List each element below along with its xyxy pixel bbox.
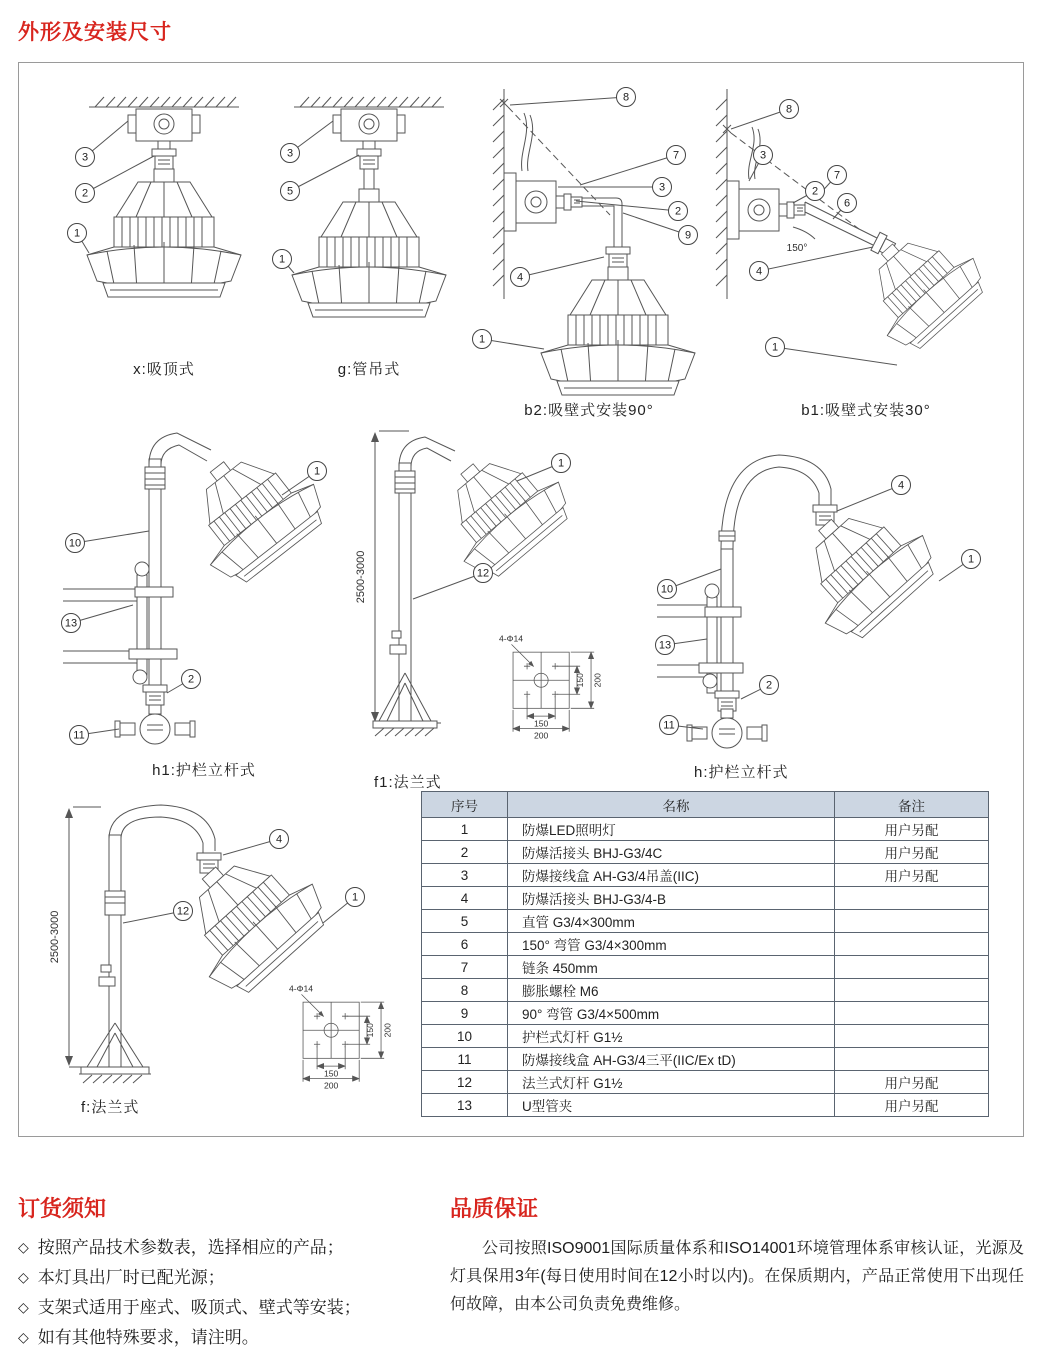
table-cell: 6	[422, 933, 508, 956]
table-cell: 用户另配	[835, 864, 989, 887]
table-cell: 链条 450mm	[508, 956, 835, 979]
ordering-item-text: 如有其他特殊要求，请注明。	[37, 1328, 259, 1347]
table-cell: 3	[422, 864, 508, 887]
diamond-bullet: ◇	[18, 1329, 29, 1345]
svg-text:2: 2	[765, 679, 773, 692]
svg-text:4: 4	[897, 479, 905, 492]
svg-text:6: 6	[843, 197, 851, 210]
angle-150-label: 150°	[786, 243, 808, 254]
table-cell	[835, 956, 989, 979]
table-cell	[835, 887, 989, 910]
table-cell	[835, 1002, 989, 1025]
drawing-b2-wall-mount-90	[464, 81, 714, 420]
svg-text:3: 3	[286, 147, 294, 160]
table-cell: 90° 弯管 G3/4×500mm	[508, 1002, 835, 1025]
ordering-title: 订货须知	[18, 1196, 107, 1221]
callout	[273, 250, 295, 274]
svg-text:1: 1	[771, 341, 779, 354]
svg-text:10: 10	[68, 537, 82, 550]
callout	[511, 257, 605, 287]
callout	[413, 564, 493, 600]
svg-text:10: 10	[660, 583, 674, 596]
callout	[68, 224, 90, 254]
diamond-bullet: ◇	[18, 1299, 29, 1315]
table-cell: 13	[422, 1094, 508, 1117]
drawing-h1-guardrail-pole	[49, 419, 359, 780]
table-row	[422, 864, 989, 887]
table-header-row	[422, 792, 989, 818]
callout	[223, 830, 289, 856]
svg-text:13: 13	[658, 639, 672, 652]
ordering-item-text: 支架式适用于座式、吸顶式、壁式等安装；	[37, 1298, 361, 1317]
svg-text:1: 1	[557, 457, 565, 470]
svg-text:11: 11	[73, 729, 85, 742]
svg-text:5: 5	[286, 185, 294, 198]
table-cell	[835, 1048, 989, 1071]
callout	[123, 902, 193, 924]
table-cell: 用户另配	[835, 1071, 989, 1094]
svg-text:8: 8	[785, 103, 793, 116]
drawing-h-canvas	[649, 419, 994, 758]
table-cell: 防爆活接头 BHJ-G3/4C	[508, 841, 835, 864]
table-cell: 用户另配	[835, 841, 989, 864]
table-cell: 150° 弯管 G3/4×300mm	[508, 933, 835, 956]
table-cell: 5	[422, 910, 508, 933]
svg-text:9: 9	[684, 229, 692, 242]
ordering-item-text: 本灯具出厂时已配光源；	[37, 1268, 225, 1287]
drawing-b1-canvas	[709, 81, 1023, 396]
drawing-g-pendant-mount	[264, 93, 474, 379]
table-cell: 12	[422, 1071, 508, 1094]
table-cell	[835, 910, 989, 933]
drawings-frame	[18, 62, 1024, 1137]
callout	[939, 550, 981, 582]
drawing-b1-caption: b1:吸壁式安装30°	[801, 402, 931, 419]
svg-text:7: 7	[833, 169, 841, 182]
col-header-name: 名称	[508, 792, 835, 818]
drawing-b2-canvas	[464, 81, 714, 396]
table-cell: 10	[422, 1025, 508, 1048]
table-row	[422, 1048, 989, 1071]
table-cell: 9	[422, 1002, 508, 1025]
drawing-h-guardrail-pole	[649, 419, 994, 782]
callout	[833, 194, 857, 220]
table-row	[422, 910, 989, 933]
table-cell: 4	[422, 887, 508, 910]
ordering-item	[18, 1293, 438, 1323]
callout	[323, 888, 365, 924]
table-row	[422, 956, 989, 979]
callout	[623, 213, 698, 245]
col-header-index: 序号	[422, 792, 508, 818]
table-cell: 用户另配	[835, 818, 989, 841]
callout	[580, 146, 686, 186]
quality-title: 品质保证	[450, 1196, 539, 1221]
quality-text: 公司按照ISO9001国际质量体系和ISO14001环境管理体系审核认证，光源及灯具保用3年(每日使用时间在12小时以内)。在保质期内，产品正常使用下出现任何故障，由本公司负责免费维修。	[450, 1240, 1024, 1313]
ordering-list	[18, 1233, 438, 1353]
table-row	[422, 1025, 989, 1048]
ordering-section	[18, 1192, 438, 1353]
svg-text:11: 11	[663, 719, 675, 732]
drawing-f1-canvas	[349, 423, 649, 768]
table-cell: 7	[422, 956, 508, 979]
ordering-item	[18, 1323, 438, 1353]
col-header-remark: 备注	[835, 792, 989, 818]
table-cell	[835, 979, 989, 1002]
quality-section	[450, 1192, 1024, 1319]
callout	[473, 330, 545, 350]
svg-text:1: 1	[278, 253, 286, 266]
table-row	[422, 818, 989, 841]
drawing-g-caption: g:管吊式	[337, 361, 401, 378]
pole-height-dim: 2500-3000	[49, 910, 61, 964]
callout	[558, 178, 672, 197]
svg-text:7: 7	[672, 149, 680, 162]
callout	[750, 247, 874, 281]
table-row	[422, 1094, 989, 1117]
svg-text:4: 4	[755, 265, 763, 278]
table-cell: 防爆活接头 BHJ-G3/4-B	[508, 887, 835, 910]
parts-table	[421, 791, 989, 1117]
table-cell	[835, 933, 989, 956]
ordering-item	[18, 1263, 438, 1293]
svg-text:1: 1	[967, 553, 975, 566]
table-row	[422, 841, 989, 864]
drawing-x-ceiling-mount	[59, 93, 269, 379]
callout	[76, 121, 129, 167]
svg-text:3: 3	[759, 149, 767, 162]
table-row	[422, 979, 989, 1002]
svg-text:12: 12	[176, 905, 190, 918]
drawing-b1-wall-mount-30	[709, 81, 1023, 420]
callout	[167, 670, 201, 694]
drawing-f1-caption: f1:法兰式	[374, 774, 442, 791]
svg-text:1: 1	[313, 465, 321, 478]
ordering-item-text: 按照产品技术参数表，选择相应的产品；	[37, 1238, 344, 1257]
table-cell: 防爆接线盒 AH-G3/4吊盖(IIC)	[508, 864, 835, 887]
table-cell: 用户另配	[835, 1094, 989, 1117]
table-cell: 防爆接线盒 AH-G3/4三平(IIC/Ex tD)	[508, 1048, 835, 1071]
drawing-h-caption: h:护栏立杆式	[694, 764, 789, 781]
table-cell: 膨胀螺栓 M6	[508, 979, 835, 1002]
drawing-x-caption: x:吸顶式	[133, 361, 195, 378]
svg-text:2: 2	[811, 185, 819, 198]
table-cell: 直管 G3/4×300mm	[508, 910, 835, 933]
svg-text:2: 2	[187, 673, 195, 686]
callout	[837, 476, 911, 512]
callout	[510, 88, 636, 107]
table-cell: 护栏式灯杆 G1½	[508, 1025, 835, 1048]
svg-text:2: 2	[81, 187, 89, 200]
svg-text:2: 2	[674, 205, 682, 218]
page-title: 外形及安装尺寸	[18, 21, 172, 44]
svg-text:13: 13	[64, 617, 78, 630]
table-cell: 8	[422, 979, 508, 1002]
drawing-h1-canvas	[49, 419, 359, 756]
callout	[741, 676, 779, 700]
parts-table-body	[422, 818, 989, 1117]
svg-text:3: 3	[81, 151, 89, 164]
table-cell: U型管夹	[508, 1094, 835, 1117]
callout	[62, 605, 134, 633]
svg-text:12: 12	[476, 567, 490, 580]
callout	[70, 726, 120, 745]
svg-text:1: 1	[73, 227, 81, 240]
drawing-f-canvas	[39, 795, 429, 1093]
svg-text:3: 3	[658, 181, 666, 194]
svg-text:8: 8	[622, 91, 630, 104]
diamond-bullet: ◇	[18, 1239, 29, 1255]
callout	[731, 100, 799, 130]
drawing-g-canvas	[264, 93, 474, 355]
ordering-item	[18, 1233, 438, 1263]
svg-text:4: 4	[516, 271, 524, 284]
table-row	[422, 1071, 989, 1094]
callout	[656, 636, 708, 655]
callout	[281, 121, 334, 163]
table-cell: 2	[422, 841, 508, 864]
callout	[766, 338, 898, 366]
svg-text:4: 4	[275, 833, 283, 846]
table-row	[422, 1002, 989, 1025]
table-row	[422, 887, 989, 910]
callout	[66, 531, 150, 553]
table-cell: 法兰式灯杆 G1½	[508, 1071, 835, 1094]
drawing-h1-caption: h1:护栏立杆式	[152, 762, 256, 779]
table-cell: 11	[422, 1048, 508, 1071]
table-cell: 防爆LED照明灯	[508, 818, 835, 841]
table-cell	[835, 1025, 989, 1048]
callout	[793, 182, 825, 204]
drawing-f-caption: f:法兰式	[81, 1099, 140, 1116]
pole-height-dim: 2500-3000	[355, 550, 367, 604]
drawing-x-canvas	[59, 93, 269, 355]
drawing-f1-flange-pole	[349, 423, 649, 792]
svg-text:1: 1	[478, 333, 486, 346]
table-row	[422, 933, 989, 956]
table-cell: 1	[422, 818, 508, 841]
drawing-f-flange-pole	[39, 795, 429, 1117]
drawing-b2-caption: b2:吸壁式安装90°	[524, 402, 654, 419]
diamond-bullet: ◇	[18, 1269, 29, 1285]
svg-text:1: 1	[351, 891, 359, 904]
callout	[576, 201, 688, 221]
